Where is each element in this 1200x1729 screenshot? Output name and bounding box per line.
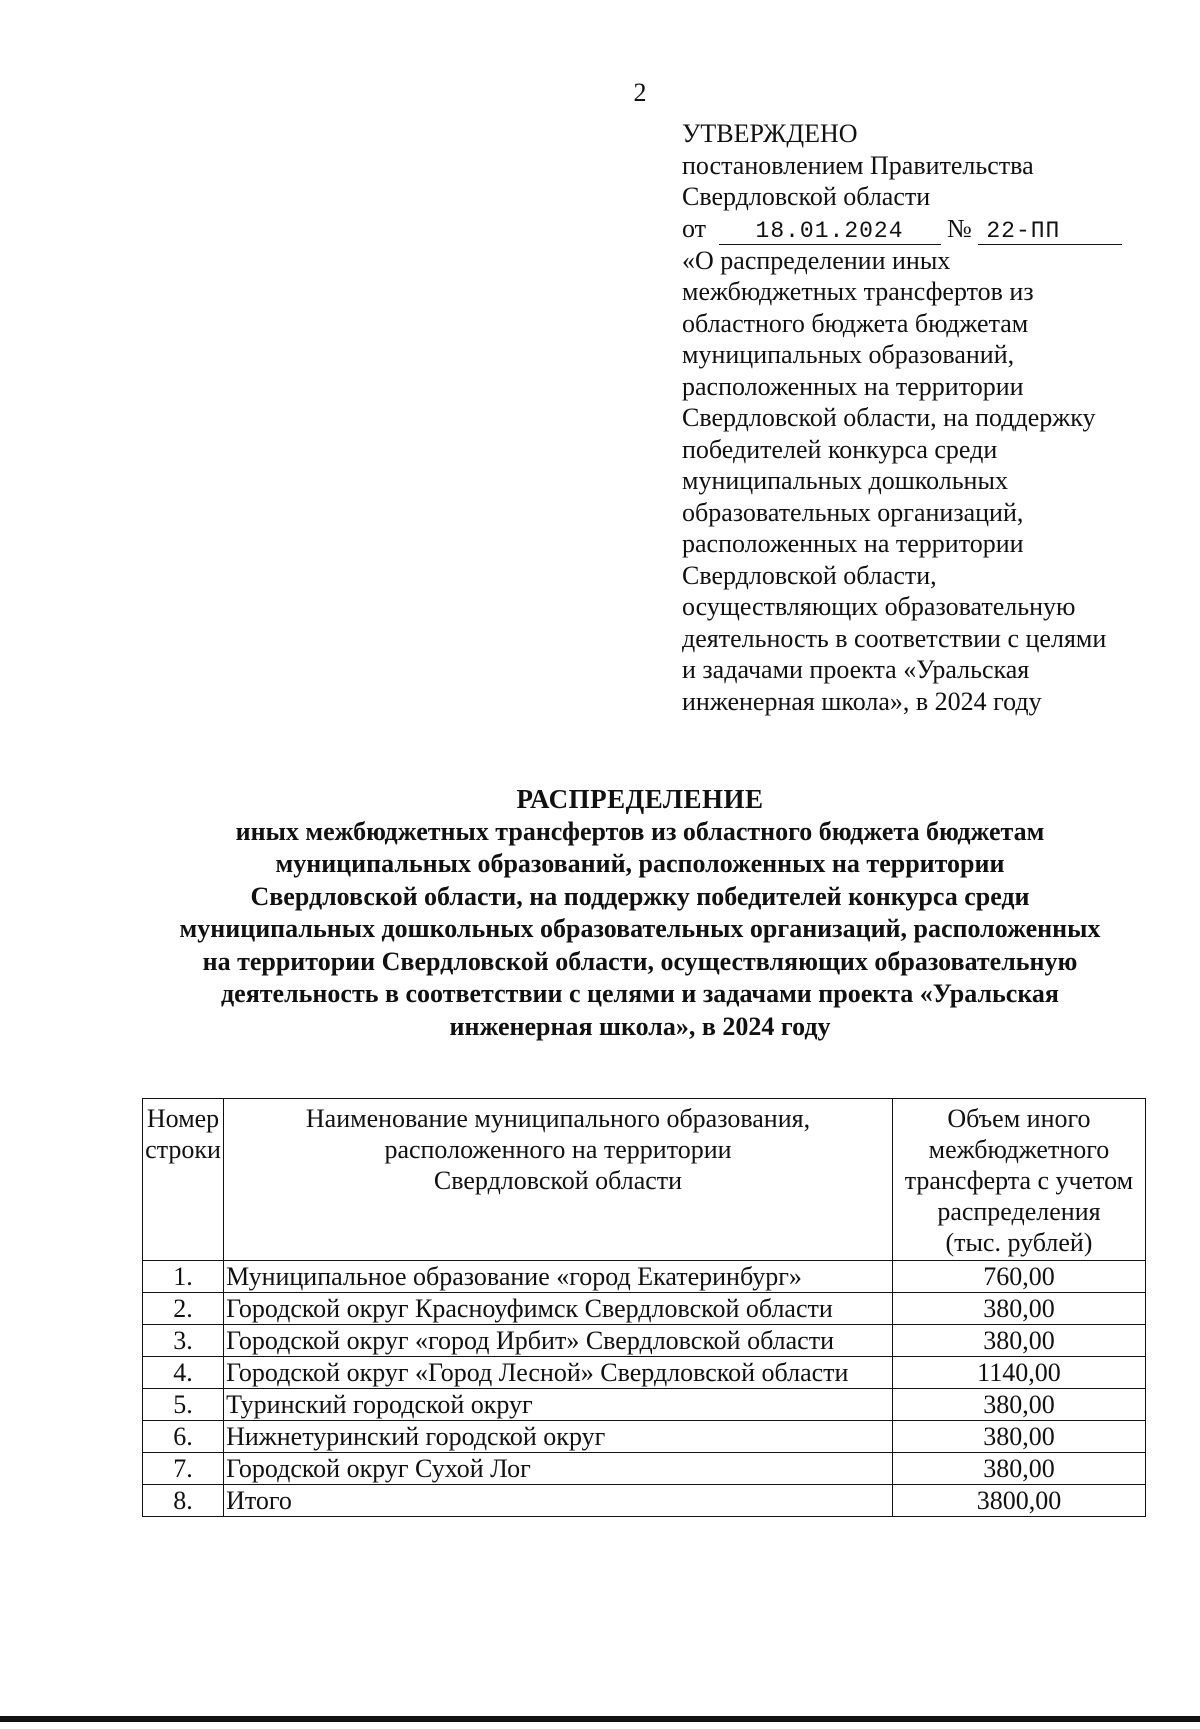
table-row: [143, 1421, 1146, 1453]
approval-subject-line: муниципальных образований,: [682, 340, 1015, 369]
row-number: 1.: [143, 1261, 224, 1293]
header-volume-line: (тыс. рублей): [945, 1228, 1093, 1257]
title-line: муниципальных дошкольных образовательных организаций, расположенных: [179, 914, 1101, 943]
approval-subject-line: Свердловской области, на поддержку: [682, 403, 1096, 432]
document-title: [120, 783, 1160, 1043]
page-number: 2: [633, 78, 647, 107]
title-heading: РАСПРЕДЕЛЕНИЕ: [516, 784, 764, 814]
table-row: [143, 1389, 1146, 1421]
header-municipality: [224, 1099, 893, 1261]
row-value: 380,00: [892, 1453, 1145, 1485]
row-value: 1140,00: [892, 1357, 1145, 1389]
approval-subject-line: инженерная школа», в 2024 году: [682, 686, 1042, 716]
approval-subject-line: «О распределении иных: [682, 245, 951, 275]
approval-subject-line: осуществляющих образовательную: [682, 592, 1076, 621]
row-municipality: Городской округ Красноуфимск Свердловской области: [224, 1293, 893, 1325]
row-number: 5.: [143, 1389, 224, 1421]
approval-subject-line: расположенных на территории: [682, 529, 1024, 558]
header-volume-line: межбюджетного: [928, 1135, 1110, 1164]
header-transfer-volume: [892, 1099, 1145, 1261]
date-prefix: от: [682, 213, 707, 243]
row-number: 6.: [143, 1421, 224, 1453]
approved-by-line-2: Свердловской области: [682, 182, 931, 211]
row-number: 2.: [143, 1293, 224, 1325]
approval-block: [682, 118, 1142, 717]
table-row: [143, 1325, 1146, 1357]
row-value: 3800,00: [892, 1485, 1145, 1517]
row-value: 380,00: [892, 1325, 1145, 1357]
table-header-row: [143, 1099, 1146, 1261]
title-line: муниципальных образований, расположенных на территории: [275, 849, 1005, 878]
approval-subject-line: образовательных организаций,: [682, 497, 1024, 527]
approval-subject-line: деятельность в соответствии с целями: [682, 623, 1107, 653]
approval-subject-line: муниципальных дошкольных: [682, 466, 1008, 495]
row-municipality: Нижнетуринский городской округ: [224, 1421, 893, 1453]
row-municipality: Муниципальное образование «город Екатеринбург»: [224, 1261, 893, 1293]
approved-by-line-1: постановлением Правительства: [682, 150, 1034, 180]
approval-number: 22-ПП: [978, 218, 1122, 245]
approval-date-number-line: [682, 213, 1142, 245]
table-row: [143, 1261, 1146, 1293]
approval-subject-line: Свердловской области,: [682, 560, 937, 590]
row-municipality: Итого: [224, 1485, 893, 1517]
approval-subject-line: и задачами проекта «Уральская: [682, 655, 1030, 684]
header-row-number: [143, 1099, 224, 1261]
row-value: 380,00: [892, 1389, 1145, 1421]
header-volume-line: трансферта с учетом: [904, 1166, 1134, 1195]
header-volume-line: распределения: [937, 1197, 1101, 1226]
title-line: иных межбюджетных трансфертов из областного бюджета бюджетам: [235, 816, 1045, 846]
header-municipality-line: расположенного на территории: [384, 1135, 732, 1164]
header-municipality-line: Наименование муниципального образования,: [305, 1104, 811, 1133]
row-number: 8.: [143, 1485, 224, 1517]
title-line: Свердловской области, на поддержку победителей конкурса среди: [250, 881, 1030, 911]
header-municipality-line: Свердловской области: [433, 1166, 683, 1195]
row-municipality: Туринский городской округ: [224, 1389, 893, 1421]
approval-subject-line: межбюджетных трансфертов из: [682, 277, 1034, 306]
row-municipality: Городской округ «город Ирбит» Свердловской области: [224, 1325, 893, 1357]
approval-subject-line: победителей конкурса среди: [682, 434, 998, 464]
header-row-number-line: строки: [145, 1135, 221, 1164]
title-line: деятельность в соответствии с целями и задачами проекта «Уральская: [221, 979, 1059, 1008]
table-row: [143, 1453, 1146, 1485]
approval-subject-line: областного бюджета бюджетам: [682, 308, 1029, 338]
distribution-table: [142, 1098, 1146, 1517]
approved-label: УТВЕРЖДЕНО: [682, 119, 858, 148]
bottom-scan-rule: [0, 1716, 1200, 1722]
header-row-number-line: Номер: [146, 1104, 220, 1133]
approval-subject-line: расположенных на территории: [682, 371, 1024, 401]
row-value: 760,00: [892, 1261, 1145, 1293]
title-line: инженерная школа», в 2024 году: [449, 1011, 831, 1041]
approval-date: 18.01.2024: [719, 218, 941, 245]
table-row-total: [143, 1485, 1146, 1517]
table-row: [143, 1357, 1146, 1389]
row-value: 380,00: [892, 1421, 1145, 1453]
row-number: 3.: [143, 1325, 224, 1357]
row-municipality: Городской округ «Город Лесной» Свердловской области: [224, 1357, 893, 1389]
row-number: 7.: [143, 1453, 224, 1485]
header-volume-line: Объем иного: [947, 1104, 1091, 1133]
table-row: [143, 1293, 1146, 1325]
number-prefix: №: [947, 213, 972, 243]
title-line: на территории Свердловской области, осуществляющих образовательную: [202, 946, 1078, 976]
row-value: 380,00: [892, 1293, 1145, 1325]
row-municipality: Городской округ Сухой Лог: [224, 1453, 893, 1485]
row-number: 4.: [143, 1357, 224, 1389]
